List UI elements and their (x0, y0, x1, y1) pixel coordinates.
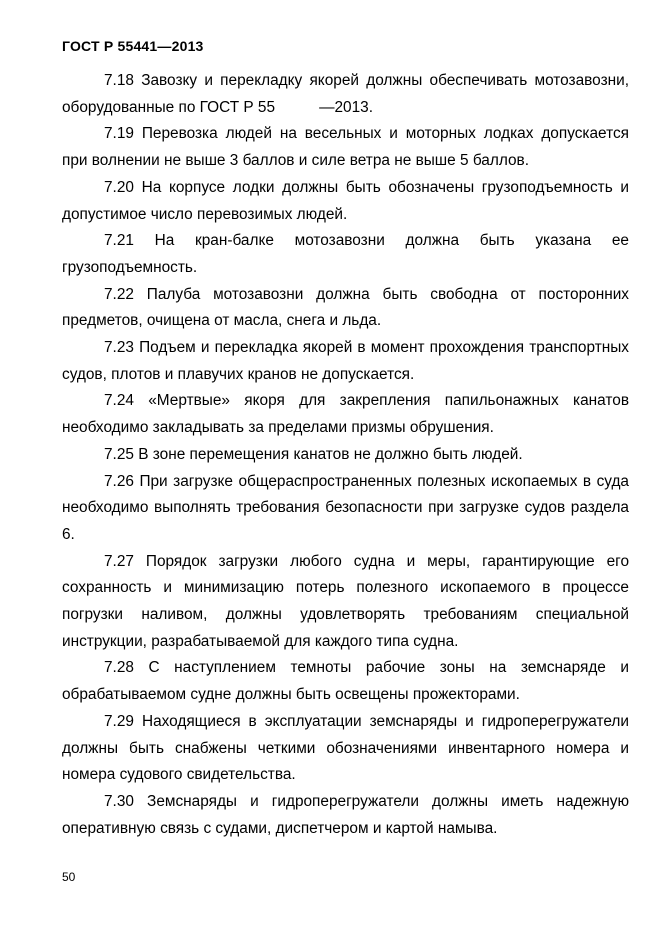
document-body (62, 68, 629, 842)
paragraph-7-25: 7.25 В зоне перемещения канатов не должно быть людей. (104, 445, 523, 463)
paragraph-7-27: 7.27 Порядок загрузки любого судна и меры, гарантирующие его сохранность и минимизацию потерь полезного ископаемого в процессе погрузки наливом, должны удовлетворять требованиям специальной инструкции, разрабатываемой для каждого типа судна. (62, 552, 629, 650)
paragraph-7-30: 7.30 Земснаряды и гидроперегружатели должны иметь надежную оперативную связь с судами, диспетчером и картой намыва. (62, 792, 629, 837)
paragraph-7-18-part-2: —2013. (319, 98, 373, 116)
paragraph-7-29: 7.29 Находящиеся в эксплуатации земснаряды и гидроперегружатели должны быть снабжены четкими обозначениями инвентарного номера и номера судового свидетельства. (62, 712, 629, 784)
paragraph-7-28: 7.28 С наступлением темноты рабочие зоны на земснаряде и обрабатываемом судне должны быть освещены прожекторами. (62, 659, 629, 704)
paragraph-7-24: 7.24 «Мертвые» якоря для закрепления папильонажных канатов необходимо закладывать за пределами призмы обрушения. (62, 392, 629, 437)
paragraph-7-18-part-1: 7.18 Завозку и перекладку якорей должны обеспечивать мотозавозни, оборудованные по ГОСТ Р 55 (62, 72, 629, 116)
paragraph-7-23: 7.23 Подъем и перекладка якорей в момент прохождения транспортных судов, плотов и плавучих кранов не допускается. (62, 339, 629, 383)
paragraph-7-20: 7.20 На корпусе лодки должны быть обозначены грузоподъемность и допустимое число перевозимых людей. (62, 178, 629, 223)
paragraph-7-18 (62, 68, 629, 121)
paragraph-7-19: 7.19 Перевозка людей на весельных и моторных лодках допускается при волнении не выше 3 баллов и силе ветра не выше 5 баллов. (62, 125, 629, 170)
document-header: ГОСТ Р 55441—2013 (62, 38, 204, 54)
paragraph-7-26: 7.26 При загрузке общераспространенных полезных ископаемых в суда необходимо выполнять требования безопасности при загрузке судов раздела 6. (62, 472, 629, 543)
paragraph-7-21: 7.21 На кран-балке мотозавозни должна быть указана ее грузоподъемность. (62, 232, 629, 276)
page-number: 50 (62, 870, 76, 884)
paragraph-7-22: 7.22 Палуба мотозавозни должна быть свободна от посторонних предметов, очищена от масла, снега и льда. (62, 285, 629, 330)
